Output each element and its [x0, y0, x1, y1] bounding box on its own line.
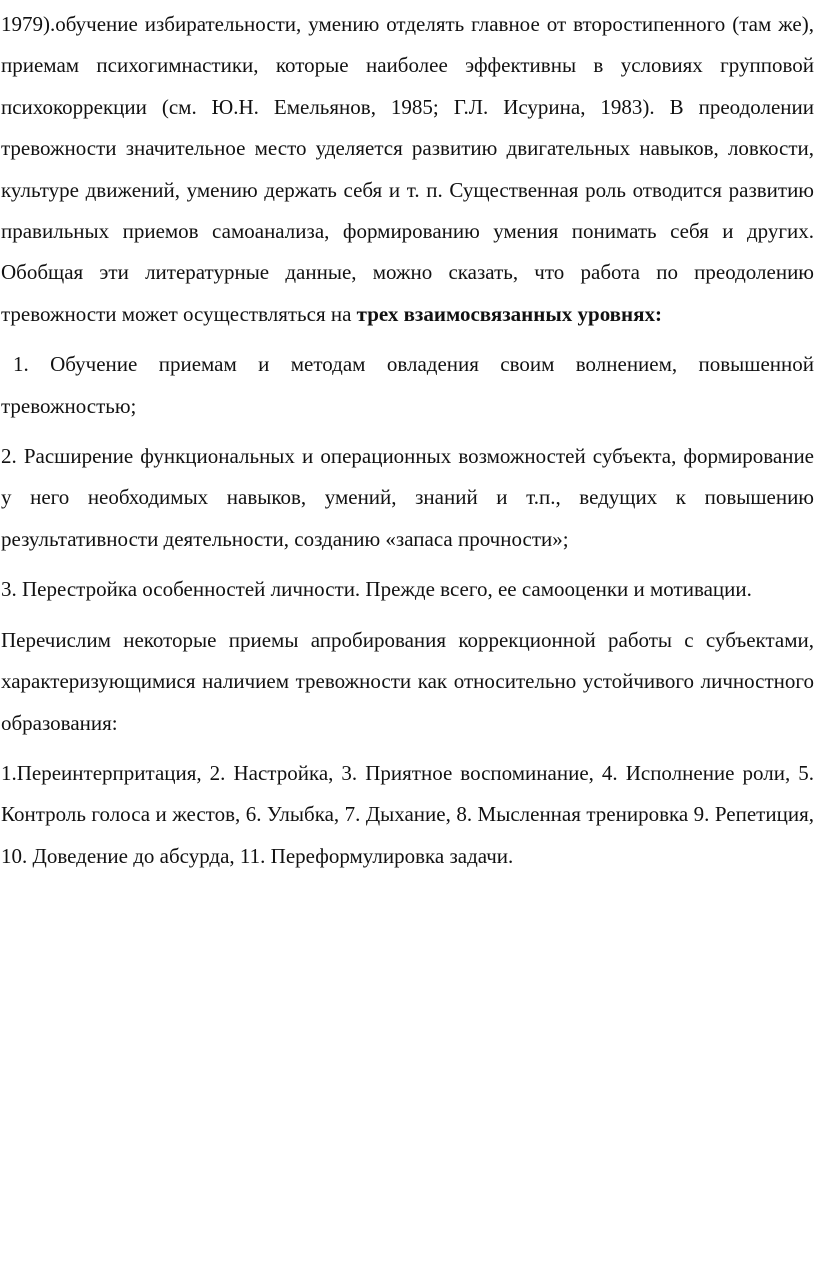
- paragraph-techniques-list: 1.Переинтерпритация, 2. Настройка, 3. Приятное воспоминание, 4. Исполнение роли, 5. Контроль голоса и жестов, 6. Улыбка, 7. Дыхание, 8. Мысленная тренировка 9. Репетиция, 10. Доведение до абсурда, 11. Переформулировка задачи.: [1, 760, 814, 868]
- paragraph-intro: [1, 4, 814, 335]
- paragraph-intro-text: 1979).обучение избирательности, умению отделять главное от второстипенного (там же), приемам психогимнастики, которые наиболее эффективны в условиях групповой психокоррекции (см. Ю.Н. Емельянов, 1985; Г.Л. Исурина, 1983). В преодолении тревожности значительное место уделяется развитию двигательных навыков, ловкости, культуре движений, умению держать себя и т. п. Существенная роль отводится развитию правильных приемов самоанализа, формированию умения понимать себя и других. Обобщая эти литературные данные, можно сказать, что работа по преодолению тревожности может осуществляться на: [1, 12, 814, 326]
- list-item-2: 2. Расширение функциональных и операционных возможностей субъекта, формирование у него необходимых навыков, умений, знаний и т.п., ведущих к повышению результативности деятельности, созданию «запаса прочности»;: [1, 444, 814, 551]
- paragraph-intro-bold: трех взаимосвязанных уровнях:: [356, 301, 662, 326]
- paragraph-techniques-intro: Перечислим некоторые приемы апробирования коррекционной работы с субъектами, характеризующимися наличием тревожности как относительно устойчивого личностного образования:: [1, 627, 814, 735]
- list-item-3: 3. Перестройка особенностей личности. Прежде всего, ее самооценки и мотивации.: [1, 577, 752, 602]
- list-item-1: 1. Обучение приемам и методам овладения своим волнением, повышенной тревожностью;: [1, 352, 814, 418]
